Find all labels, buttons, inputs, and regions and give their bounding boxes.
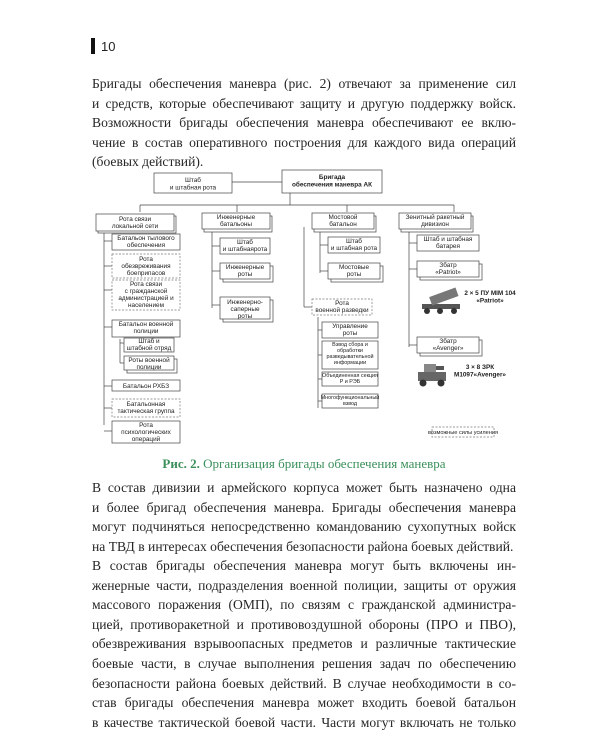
page-number-bar	[91, 38, 95, 54]
paragraph-line: на ТВД в интересах обеспечения безопасности района боевых действий.	[92, 538, 514, 554]
brigade-label: Бригада обеспечения маневра АК	[292, 174, 372, 189]
support-battalion-label: Батальон тылового обеспечения	[117, 235, 175, 249]
paragraph-line: безопасности района боевых действий. В случае необходимости в со-	[92, 675, 516, 691]
paragraph-line: цией, противоракетной и противовоздушной обороны (ПРО и ПВО),	[92, 616, 516, 632]
intel-platoon-label: Взвод сбора и обработки разведывательной информации	[326, 342, 374, 366]
paragraph-line: и средств, которые обеспечивают защиту и другую поддержку войск.	[92, 95, 516, 111]
figure-caption	[92, 456, 516, 472]
avenger-vehicle-picture	[418, 364, 446, 387]
paragraph-line: став бригады обеспечения маневра может входить боевой батальон	[92, 695, 516, 711]
sigint-section-label: Объединенная секция Р и РЭБ	[322, 373, 378, 385]
paragraph-line: В состав бригады обеспечения маневра могут быть включены ин-	[92, 558, 516, 573]
paragraph-line: женерные части, подразделения военной полиции, защиты от оружия	[92, 577, 516, 593]
civil-affairs-company-label: Рота связи с гражданской администрацией и населением	[118, 281, 174, 309]
figure-caption-label: Рис. 2.	[162, 456, 200, 471]
paragraph-line: В состав дивизии и армейского корпуса может быть назначено одна	[92, 480, 516, 495]
patriot-battery-label: Збатр «Patriot»	[435, 262, 461, 276]
paragraph-line: и более бригад обеспечения маневра. Бригады обеспечения маневра	[92, 499, 516, 515]
recon-company-label: Рота военной разведки	[315, 300, 369, 314]
paragraph-line: боевые части, в случае выполнения решения задач по обеспечению	[92, 655, 516, 671]
paragraph-subordination	[92, 478, 516, 556]
paragraph-line: могут подчиняться непосредственно командованию сухопутных войск	[92, 519, 516, 535]
patriot-launcher-caption: 2 × 5 ПУ MIM 104 «Patriot»	[464, 290, 516, 305]
mp-battalion-label: Батальон военной полиции	[118, 321, 174, 335]
eod-company-label: Рота обезвреживания боеприпасов	[121, 256, 171, 277]
paragraph-line: в качестве тактической боевой части. Части могут включать не только	[92, 714, 516, 730]
avenger-vehicle-caption: 3 × 8 ЗРК M1097«Avenger»	[454, 364, 506, 379]
paragraph-line: массового поражения (ОМП), по связям с гражданской администра-	[92, 597, 516, 613]
page-number-text: 10	[101, 38, 116, 54]
management-companies-label: Управление роты	[332, 323, 368, 337]
paragraph-line: (боевых действий).	[92, 154, 204, 170]
paragraph-composition	[92, 556, 516, 732]
psyop-company-label: Рота психологических операций	[121, 422, 171, 443]
cbrn-battalion-label: Батальон РХБЗ	[122, 383, 170, 390]
sam-battalion-label: Зенитный ракетный дивизион	[405, 214, 465, 228]
engineer-battalions-label: Инженерные батальоны	[216, 214, 256, 228]
comm-company-label: Рота связи локальной сети	[111, 216, 159, 230]
tactical-group-label: Батальонная тактическая группа	[117, 401, 175, 415]
paragraph-line: Бригады обеспечения маневра (рис. 2) отвечают за применение сил	[92, 76, 516, 91]
engineer-companies-label: Инженерные роты	[225, 264, 265, 278]
legend-label: возможные силы усиления	[428, 430, 498, 436]
paragraph-intro	[92, 74, 516, 172]
engineer-hq-label: Штаб и штабнаярота	[222, 239, 268, 253]
patriot-launcher-picture	[422, 288, 460, 314]
bridge-battalion-label: Мостовой батальон	[328, 214, 358, 228]
avenger-battery-label: Збатр «Avenger»	[432, 338, 464, 352]
figure-caption-text: Организация бригады обеспечения маневра	[203, 456, 446, 471]
paragraph-line: чение в состав оперативного построения для каждого вида операций	[92, 134, 516, 150]
bridge-companies-label: Мостовые роты	[338, 264, 370, 278]
paragraph-line: обезвреживания взрывоопасных предметов и различные тактические	[92, 636, 516, 652]
paragraph-line: Возможности бригады обеспечения маневра обеспечивают ее вклю-	[92, 115, 516, 131]
org-chart-diagram	[92, 165, 516, 450]
bridge-hq-label: Штаб и штабная рота	[330, 238, 378, 252]
mp-companies-label: Роты военной полиции	[128, 357, 170, 371]
page-number	[91, 38, 115, 54]
mp-hq-label: Штаб и штабной отряд	[126, 338, 172, 352]
sam-hq-label: Штаб и штабная батарея	[423, 236, 473, 250]
hq-company-label: Штаб и штабная рота	[169, 177, 217, 192]
multifunction-platoon-label: Многофункциональный взвод	[320, 395, 380, 407]
sapper-companies-label: Инженерно-саперные роты	[227, 299, 263, 320]
